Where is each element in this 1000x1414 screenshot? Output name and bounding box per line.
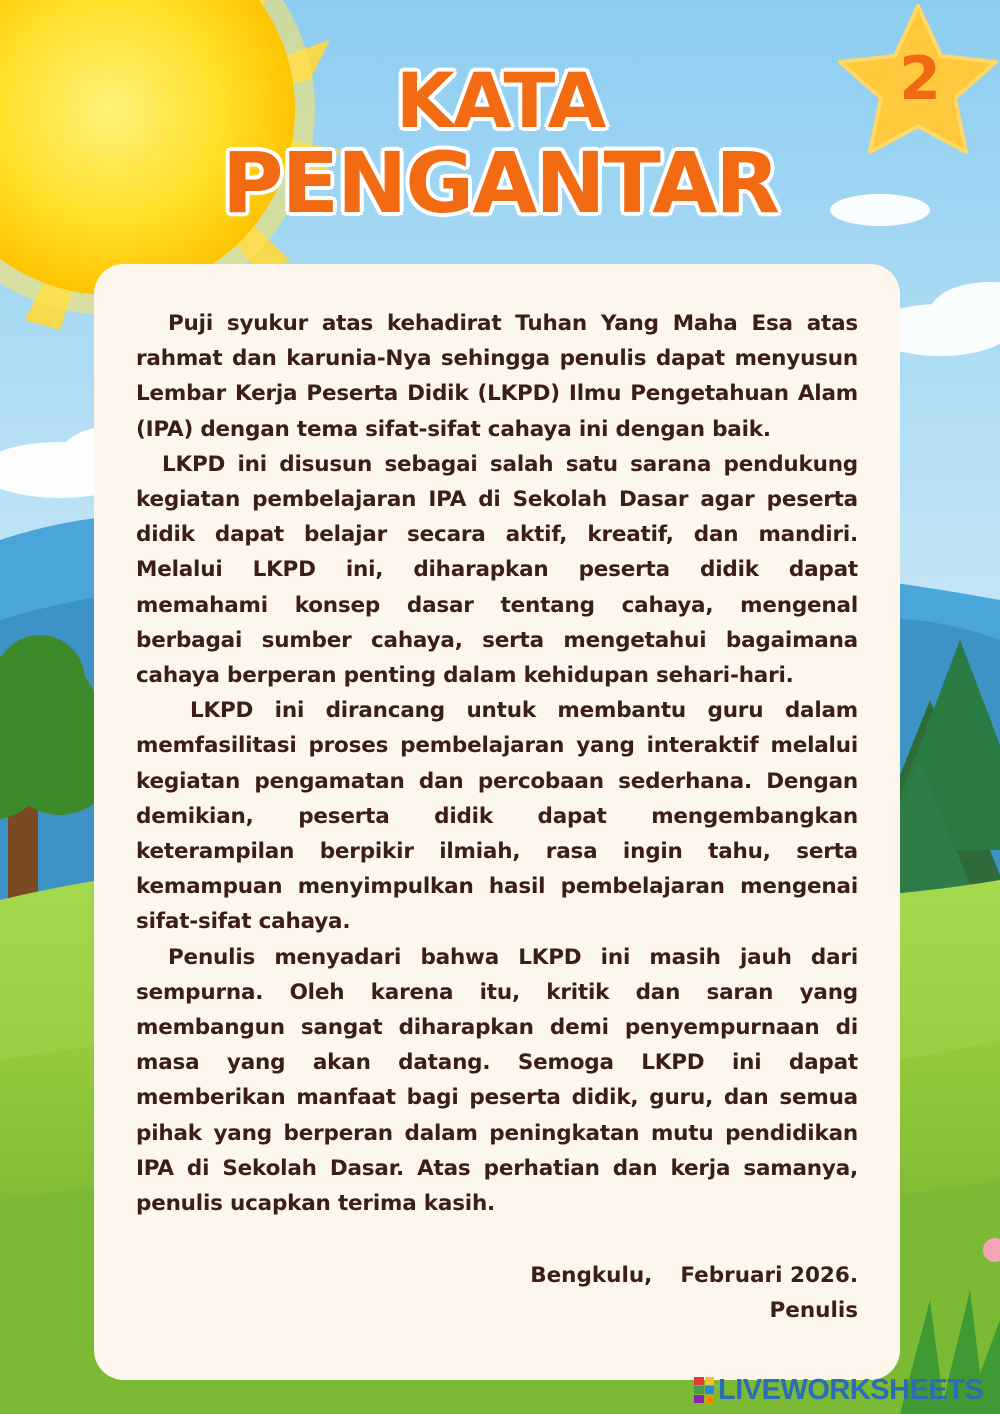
signature-date: Februari 2026.: [680, 1263, 858, 1288]
page-number: 2: [899, 44, 941, 114]
signature-block: [530, 1258, 858, 1328]
liveworksheets-logo-icon: [694, 1377, 714, 1403]
paragraph-1: Puji syukur atas kehadirat Tuhan Yang Maha Esa atas rahmat dan karunia-Nya sehingga penulis dapat menyusun Lembar Kerja Peserta Didik (LKPD) Ilmu Pengetahuan Alam (IPA) dengan tema sifat-sifat cahaya ini dengan baik.: [136, 311, 858, 442]
title-line-2: PENGANTAR: [222, 134, 778, 232]
signature-author: Penulis: [769, 1298, 858, 1323]
watermark-text: LIVEWORKSHEETS: [718, 1373, 984, 1406]
paragraph-3: LKPD ini dirancang untuk membantu guru dalam memfasilitasi proses pembelajaran yang interaktif melalui kegiatan pengamatan dan percobaan sederhana. Dengan demikian, peserta didik dapat mengembangkan keterampilan berpikir ilmiah, rasa ingin tahu, serta kemampuan menyimpulkan hasil pembelajaran mengenai sifat-sifat cahaya.: [136, 698, 858, 935]
paragraph-4: Penulis menyadari bahwa LKPD ini masih jauh dari sempurna. Oleh karena itu, kritik dan saran yang membangun sangat diharapkan demi penyempurnaan di masa yang akan datang. Semoga LKPD ini dapat memberikan manfaat bagi peserta didik, guru, dan semua pihak yang berperan dalam peningkatan mutu pendidikan IPA di Sekolah Dasar. Atas perhatian dan kerja samanya, penulis ucapkan terima kasih.: [136, 944, 858, 1217]
preface-body: [136, 306, 858, 1221]
title-line-1: KATA: [395, 56, 605, 145]
liveworksheets-watermark[interactable]: [694, 1374, 983, 1406]
paragraph-2: LKPD ini disusun sebagai salah satu sarana pendukung kegiatan pembelajaran IPA di Sekolah Dasar agar peserta didik dapat belajar secara aktif, kreatif, dan mandiri. Melalui LKPD ini, diharapkan peserta didik dapat memahami konsep dasar tentang cahaya, mengenal berbagai sumber cahaya, serta mengetahui bagaimana cahaya berperan penting dalam kehidupan sehari-hari.: [136, 451, 858, 689]
page-title: [0, 56, 1000, 232]
signature-place: Bengkulu,: [530, 1263, 653, 1288]
